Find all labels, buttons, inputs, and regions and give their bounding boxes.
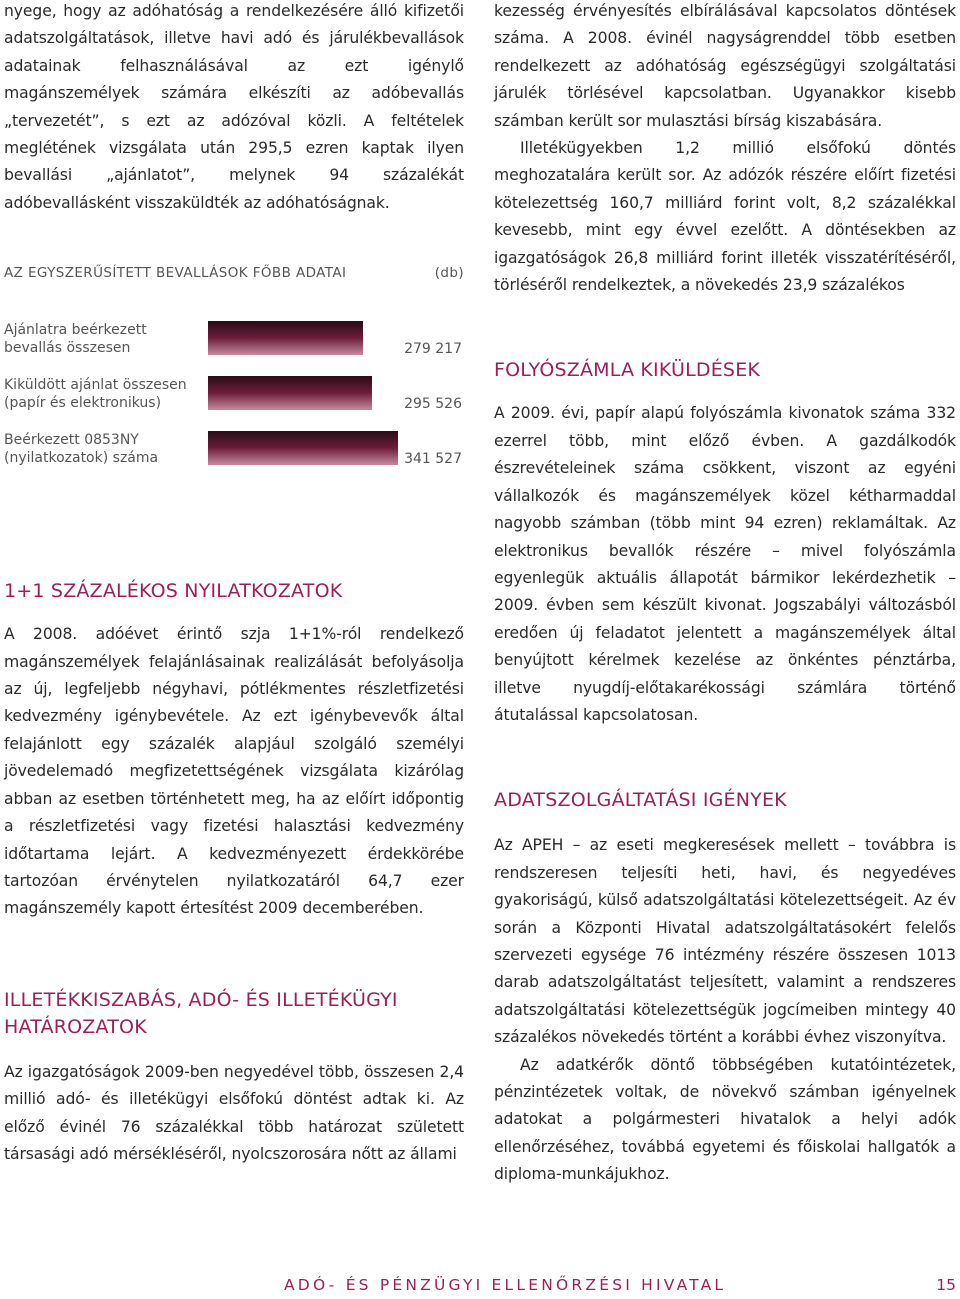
chart-bar: [208, 431, 398, 465]
chart-category-label: [4, 321, 204, 357]
footer-publisher: ADÓ- ÉS PÉNZÜGYI ELLENŐRZÉSI HIVATAL: [284, 1276, 727, 1294]
paragraph-illetekkiszabas: Az igazgatóságok 2009-ben negyedével több, összesen 2,4 millió adó- és illetékügyi elsőfokú döntést adtak ki. Az előző évinél 76 százalékkal több határozat született társasági adó mérsékléséről, nyolcszorosára nőtt az állami: [4, 1062, 464, 1163]
page-number: 15: [936, 1276, 956, 1294]
chart-header: [4, 265, 464, 281]
chart-category-label-line: bevallás összesen: [4, 340, 131, 357]
chart-rows: [4, 321, 464, 486]
chart-category-label: [4, 376, 204, 412]
left-column: [4, 0, 464, 1168]
chart-row: [4, 431, 464, 486]
chart-title: AZ EGYSZERŰSÍTETT BEVALLÁSOK FŐBB ADATAI: [4, 265, 347, 282]
intro-paragraph: nyege, hogy az adóhatóság a rendelkezésére álló kifizetői adatszolgáltatások, illetve havi adó és járulékbevallások adatainak felhasználásával az ezt igénylő magánszemélyek számára elkészíti az adóbevallás „tervezetét”, s ezt az adózóval közli. A feltételek meglétének vizsgálata után 295,5 ezren kaptak ilyen bevallási „ajánlatot”, melynek 94 százalékát adóbevallásként visszaküldték az adóhatóságnak.: [4, 2, 464, 212]
chart-unit: (db): [434, 265, 464, 282]
chart-value-label: 295 526: [404, 396, 462, 413]
chart-category-label-line: Kiküldött ajánlat összesen: [4, 377, 187, 394]
paragraph-1-1-percent: A 2008. adóévet érintő szja 1+1%-ról rendelkező magánszemélyek felajánlásainak realizálását befolyásolja az új, legfeljebb négyhavi, pótlékmentes részletfizetési kedvezmény igénybevétele. Az ezt igénybevevők által felajánlott egy százalék alapjául szolgáló személyi jövedelemadó megfizetettségének vizsgálata kizárólag abban az esetben történhetett meg, ha az előírt időpontig a részletfizetési vagy fizetési halasztási kedvezmény időtartama lejárt. A kedvezményezett érdekkörébe tartozóan érvénytelen nyilatkozatáról 64,7 ezer magánszemély kapott értesítést 2009 decemberében.: [4, 625, 464, 918]
continued-paragraph-1: kezesség érvényesítés elbírálásával kapcsolatos döntések száma. A 2008. évinél nagyságrenddel több esetben rendelkezett az adóhatóság egészségügyi szolgáltatási járulék törlésével kapcsolatban. Ugyanakkor kisebb számban került sor mulasztási bírság kiszabására.: [494, 2, 956, 130]
right-column: [494, 0, 956, 1189]
chart-category-label-line: (papír és elektronikus): [4, 395, 162, 412]
chart: [4, 265, 464, 486]
heading-adatszolgaltatas: ADATSZOLGÁLTATÁSI IGÉNYEK: [494, 789, 787, 812]
chart-bar: [208, 321, 363, 355]
chart-bar: [208, 376, 372, 410]
chart-category-label-line: Ajánlatra beérkezett: [4, 322, 147, 339]
chart-value-label: 341 527: [404, 451, 462, 468]
chart-category-label-line: Beérkezett 0853NY: [4, 432, 139, 449]
paragraph-folyoszamla: A 2009. évi, papír alapú folyószámla kivonatok száma 332 ezerrel több, mint előző évben. A gazdálkodók észrevételeinek száma csökkent, viszont az egyéni vállalkozók és magánszemélyek közel kétharmaddal nagyobb számban (több mint 94 ezren) reklamáltak. Az elektronikus bevallók részére – mivel folyószámla egyenlegük aktuális állapotát bármikor lekérdezhetik – 2009. évben sem készült kivonat. Jogszabályi változásból eredően új feladatot jelentett a magánszemélyek által benyújtott kérelmek kezelése az önkéntes pénztárba, illetve nyugdíj-előtakarékossági számlára történő átutalással kapcsolatosan.: [494, 404, 956, 724]
paragraph-adatszolgaltatas-2: Az adatkérők döntő többségében kutatóintézetek, pénzintézetek voltak, de növekvő számban igényelnek adatokat a polgármesteri hivatalok a helyi adók ellenőrzéséhez, továbbá egyetemi és főiskolai hallgatók a diploma-munkájukhoz.: [494, 1055, 956, 1184]
chart-row: [4, 376, 464, 431]
continued-paragraph-2: Illetékügyekben 1,2 millió elsőfokú döntés meghozatalára került sor. Az adózók részére előírt fizetési kötelezettség 160,7 milliárd forint volt, 8,2 százalékkal kevesebb, mint egy évvel ezelőtt. A döntésekben az igazgatóságok 26,8 milliárd forint illeték visszatérítéséről, törléséről rendelkeztek, a növekedés 23,9 százalékos: [494, 139, 956, 295]
chart-category-label-line: (nyilatkozatok) száma: [4, 450, 159, 467]
page-footer: [0, 1276, 960, 1298]
chart-category-label: [4, 431, 204, 467]
paragraph-adatszolgaltatas-1: Az APEH – az eseti megkeresések mellett – továbbra is rendszeresen teljesíti heti, havi, és negyedéves gyakoriságú, külső adatszolgáltatási kötelezettségeit. Az év során a Központi Hivatal adatszolgáltatásokért felelős szervezeti egysége 76 intézmény részére összesen 1013 darab adatszolgáltatást teljesített, valamint a rendszeres adatszolgáltatási kötelezettségük jogcímeiben mintegy 40 százalékos növekedés történt a korábbi évhez viszonyítva.: [494, 836, 956, 1047]
chart-value-label: 279 217: [404, 341, 462, 358]
heading-illetekkiszabas: ILLETÉKKISZABÁS, ADÓ- ÉS ILLETÉKÜGYI HATÁROZATOK: [4, 988, 398, 1038]
heading-folyoszamla: FOLYÓSZÁMLA KIKÜLDÉSEK: [494, 359, 761, 382]
chart-row: [4, 321, 464, 376]
heading-1-1-percent: 1+1 SZÁZALÉKOS NYILATKOZATOK: [4, 580, 343, 603]
